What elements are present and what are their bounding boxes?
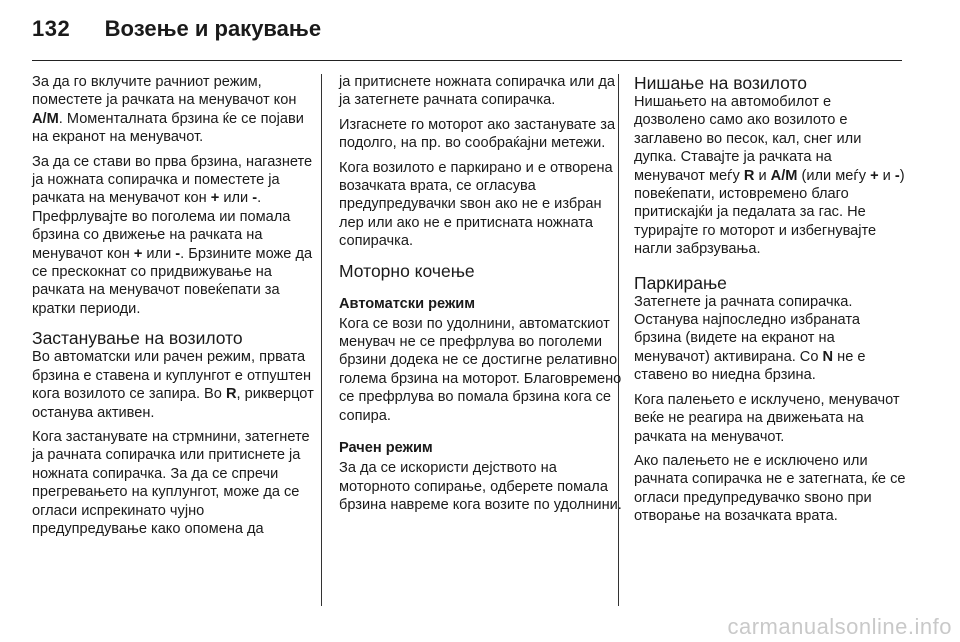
subheading-automatic-mode: Автоматски режим <box>339 295 476 312</box>
paragraph-door-warning: Кога возилото е паркирано и е отворена возачката врата, се огласува предупредувачки ѕвон ако не е избран лер или ако не е притисната ножната сопирачка. <box>339 159 613 250</box>
page-header <box>32 16 321 46</box>
heading-stopping: Застанување на возилото <box>32 328 243 349</box>
paragraph-engine-off: Изгаснете го моторот ако застанувате за подолго, на пр. во сообраќајни метежи. <box>339 116 616 152</box>
paragraph-automatic-mode: Кога се вози по удолнини, автоматскиот менувач не се префрлува во поголеми брзини додека не се достигне релативно голема брзина на моторот. Благовремено се префрлува во помала брзина кога се сопира. <box>339 315 622 424</box>
paragraph-rocking: Нишањето на автомобилот е дозволено само ако возилото е заглавено во песок, кал, снег или дупка. Ставајте ја рачката на менувачот меѓу R и A/M (или меѓу + и -) повеќепати, истовремено благо притискајќи ја педалата за гас. Не турирајте го моторот и избегнувајте нагли забрзувања. <box>634 94 905 258</box>
paragraph-ignition-on: Ако палењето не е исключено или рачната сопирачка не е затегната, ќе се огласи предупредувачко ѕвоно при отворање на возачката врата. <box>634 452 906 525</box>
paragraph-manual-mode: За да го вклучите рачниот режим, поместете ја рачката на менувачот кон A/M. Моменталната брзина ќе се појави на екранот на менувачот. <box>32 74 304 146</box>
paragraph-parking: Затегнете ја рачната сопирачка. Останува најпоследно избраната брзина (видете на екранот на менувачот) активирана. Со N не е ставено во ниедна брзина. <box>634 293 866 384</box>
column-2 <box>339 73 622 520</box>
page-title: Возење и ракување <box>104 16 322 41</box>
column-1 <box>32 73 315 544</box>
paragraph-ignition-off: Кога палењето е исклучено, менувачот веќе не реагира на движењата на рачката на менувачот. <box>634 391 900 445</box>
subheading-manual-mode: Рачен режим <box>339 440 433 457</box>
watermark: carmanualsonline.info <box>727 614 952 639</box>
paragraph-slopes: Кога застанувате на стрмнини, затегнете ја рачната сопирачка или притиснете ја ножната сопирачка. За да се спречи прегревањето на куплунгот, може да се огласи испрекинато чујно предупредување како опомена да <box>32 428 310 537</box>
paragraph-manual-braking: За да се искористи дејството на моторното сопирање, одберете помала брзина навреме кога возите по удолнини. <box>339 460 622 513</box>
paragraph-stopping: Во автоматски или рачен режим, првата брзина е ставена и куплунгот е отпуштен кога возилото се запира. Во R, рикверцот останува активен. <box>32 349 314 421</box>
heading-parking: Паркирање <box>634 272 727 293</box>
paragraph-brake-continued: ја притиснете ножната сопирачка или да ја затегнете рачната сопирачка. <box>339 74 615 109</box>
column-3 <box>634 73 906 532</box>
paragraph-first-gear: За да се стави во прва брзина, нагазнете ја ножната сопирачка и поместете ја рачката на менувачот кон + или -. Префрлувајте во поголема ии помала брзина со движење на рачката на менувачот кон + или -. Брзините може да се прескокнат со придвижување на рачката на менувачот повеќепати за кратки периоди. <box>32 153 313 317</box>
page-number: 132 <box>32 16 71 41</box>
heading-rocking: Нишање на возилото <box>634 73 808 93</box>
header-rule <box>32 60 902 61</box>
heading-engine-braking: Моторно кочење <box>339 260 475 281</box>
column-divider-1 <box>321 74 322 606</box>
